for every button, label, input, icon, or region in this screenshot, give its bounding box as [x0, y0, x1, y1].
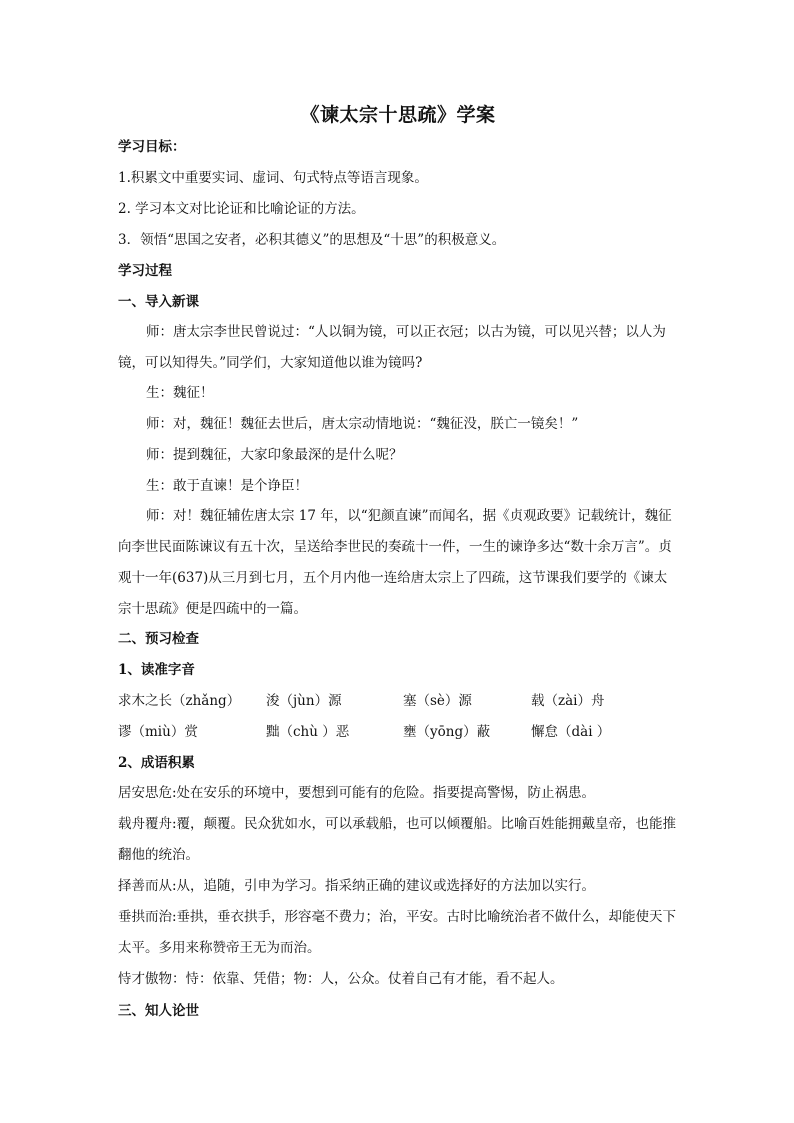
dialog-line-3: 师：提到魏征，大家印象最深的是什么呢？	[146, 447, 403, 463]
idiom-item: 择善而从:从，追随，引申为学习。指采纳正确的建议或选择好的方法加以实行。	[118, 878, 596, 894]
pronunciation-row-2	[118, 722, 678, 742]
pronunciation-row-1	[118, 691, 678, 711]
idioms-heading: 2、成语积累	[118, 755, 195, 771]
page-title: 《谏太宗十思疏》学案	[300, 104, 496, 126]
pronunciation-item: 浚（jùn）源	[266, 693, 342, 709]
pronunciation-item: 载（zài）舟	[531, 693, 605, 709]
dialog-line-1: 生：魏征！	[146, 385, 214, 401]
pronunciation-item: 懈怠（dài ）	[531, 724, 611, 740]
goal-item-3: 3．领悟“思国之安者，必积其德义”的思想及“十思”的积极意义。	[118, 232, 506, 248]
goal-item-1: 1.积累文中重要实词、虚词、句式特点等语言现象。	[118, 170, 428, 186]
pronunciation-item: 求木之长（zhǎng）	[118, 693, 241, 709]
idiom-item: 垂拱而治:垂拱，垂衣拱手，形容毫不费力；治，平安。古时比喻统治者不做什么，却能使天下太平。多用来称赞帝王无为而治。	[118, 909, 677, 956]
dialog-line-4: 生：敢于直谏！是个诤臣！	[146, 478, 308, 494]
idiom-item: 恃才傲物：恃：依靠、凭借；物：人，公众。仗着自己有才能，看不起人。	[118, 971, 564, 987]
idiom-item: 居安思危:处在安乐的环境中，要想到可能有的危险。指要提高警惕，防止祸患。	[118, 785, 596, 801]
closing-paragraph: 师：对！魏征辅佐唐太宗 17 年，以“犯颜直谏”而闻名，据《贞观政要》记载统计，魏征向李世民面陈谏议有五十次，呈送给李世民的奏疏十一件，一生的谏诤多达“数十余万言”。贞观十一年(637)从三月到七月，五个月内他一连给唐太宗上了四疏，这节课我们要学的《谏太宗十思疏》便是四疏中的一篇。	[118, 508, 672, 617]
dialog-line-2: 师：对，魏征！魏征去世后，唐太宗动情地说：“魏征没，朕亡一镜矣！”	[146, 416, 579, 432]
pronunciation-heading: 1、读准字音	[118, 662, 195, 678]
section1-heading: 一、导入新课	[118, 294, 199, 310]
pronunciation-item: 谬（miù）赏	[118, 724, 198, 740]
section2-heading: 二、预习检查	[118, 631, 199, 647]
idiom-item: 载舟覆舟:覆，颠覆。民众犹如水，可以承载船，也可以倾覆船。比喻百姓能拥戴皇帝，也能推翻他的统治。	[118, 816, 677, 863]
goals-heading: 学习目标：	[118, 139, 186, 155]
goal-item-2: 2. 学习本文对比论证和比喻论证的方法。	[118, 201, 365, 217]
pronunciation-item: 壅（yōng）蔽	[403, 724, 491, 740]
intro-paragraph: 师：唐太宗李世民曾说过：“人以铜为镜，可以正衣冠；以古为镜，可以见兴替；以人为镜，可以知得失。”同学们，大家知道他以谁为镜吗?	[118, 324, 666, 371]
section3-heading: 三、知人论世	[118, 1003, 199, 1019]
document-page	[118, 100, 678, 1032]
pronunciation-item: 塞（sè）源	[403, 693, 472, 709]
process-heading: 学习过程	[118, 263, 172, 279]
pronunciation-item: 黜（chù ）恶	[266, 724, 350, 740]
